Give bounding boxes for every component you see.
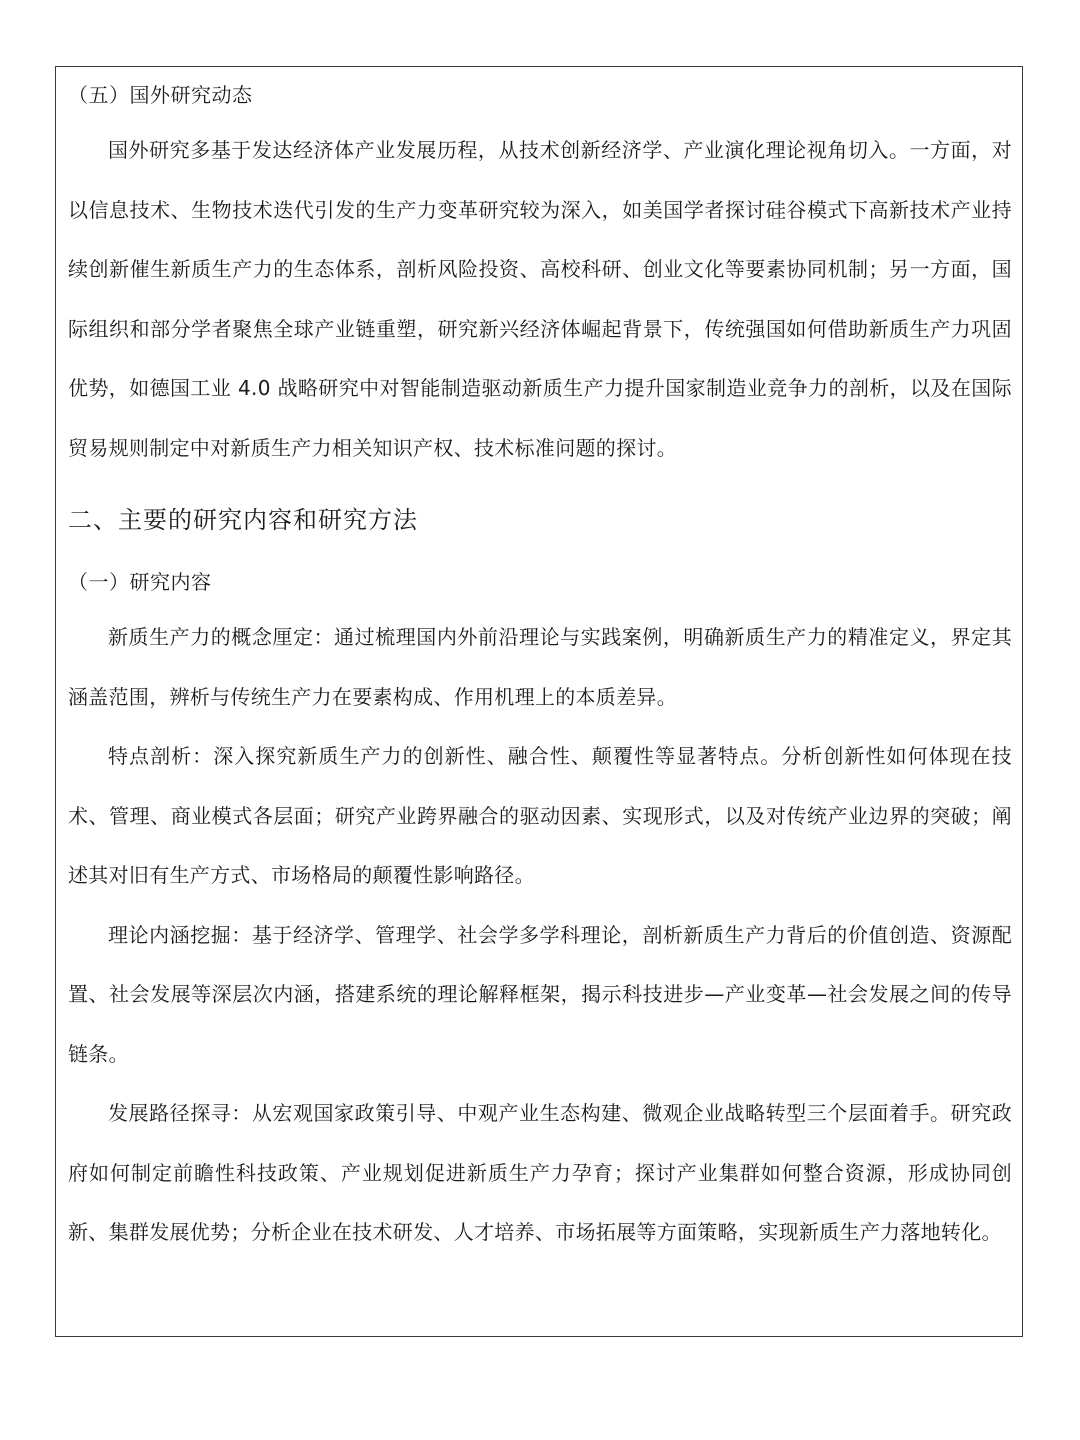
paragraph-theory-connotation: 理论内涵挖掘：基于经济学、管理学、社会学多学科理论，剖析新质生产力背后的价值创造、资源配置、社会发展等深层次内涵，搭建系统的理论解释框架，揭示科技进步—产业变革—社会发展之间的传导链条。 [68,922,1012,1066]
document-frame [55,66,1023,1337]
chapter-heading-main-content: 二、主要的研究内容和研究方法 [68,506,418,534]
paragraph-feature-analysis: 特点剖析：深入探究新质生产力的创新性、融合性、颠覆性等显著特点。分析创新性如何体现在技术、管理、商业模式各层面；研究产业跨界融合的驱动因素、实现形式，以及对传统产业边界的突破；阐述其对旧有生产方式、市场格局的颠覆性影响路径。 [68,744,1012,887]
section-heading-foreign-research: （五）国外研究动态 [68,83,253,107]
paragraph-development-path: 发展路径探寻：从宏观国家政策引导、中观产业生态构建、微观企业战略转型三个层面着手。研究政府如何制定前瞻性科技政策、产业规划促进新质生产力孕育；探讨产业集群如何整合资源，形成协同创新、集群发展优势；分析企业在技术研发、人才培养、市场拓展等方面策略，实现新质生产力落地转化。 [68,1101,1012,1244]
document-content [68,75,1012,1263]
paragraph-concept-definition: 新质生产力的概念厘定：通过梳理国内外前沿理论与实践案例，明确新质生产力的精准定义，界定其涵盖范围，辨析与传统生产力在要素构成、作用机理上的本质差异。 [68,625,1012,709]
section-heading-research-content: （一）研究内容 [68,570,212,594]
paragraph-foreign-research: 国外研究多基于发达经济体产业发展历程，从技术创新经济学、产业演化理论视角切入。一方面，对以信息技术、生物技术迭代引发的生产力变革研究较为深入，如美国学者探讨硅谷模式下高新技术产业持续创新催生新质生产力的生态体系，剖析风险投资、高校科研、创业文化等要素协同机制；另一方面，国际组织和部分学者聚焦全球产业链重塑，研究新兴经济体崛起背景下，传统强国如何借助新质生产力巩固优势，如德国工业 4.0 战略研究中对智能制造驱动新质生产力提升国家制造业竞争力的剖析，以及在国际贸易规则制定中对新质生产力相关知识产权、技术标准问题的探讨。 [68,138,1012,460]
